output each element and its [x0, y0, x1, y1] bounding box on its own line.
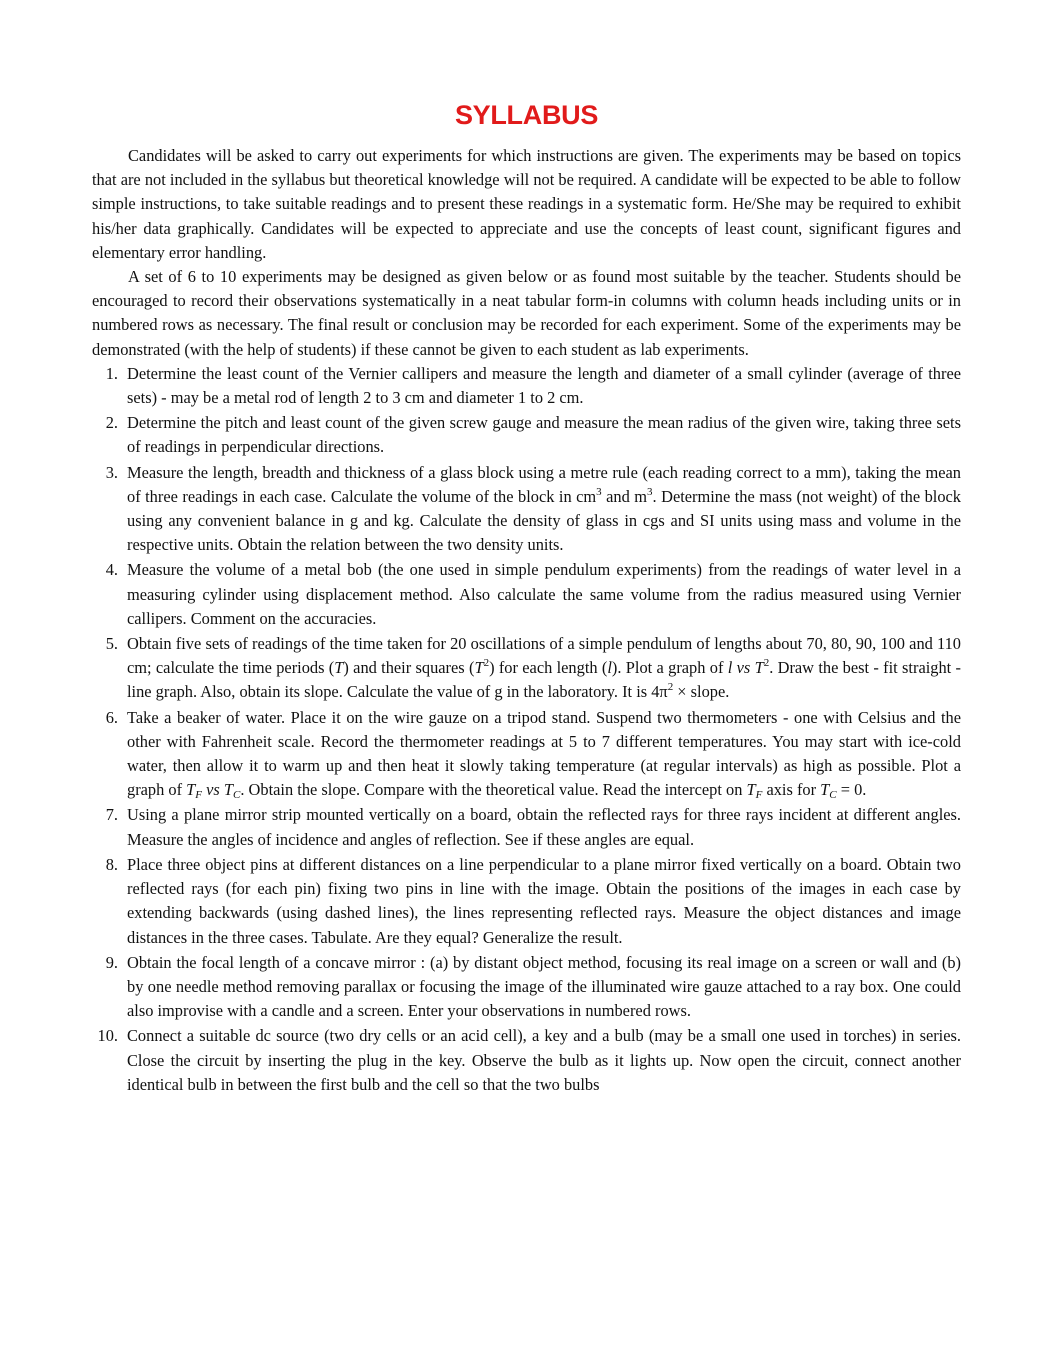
experiment-item-5: [92, 632, 961, 705]
item-text: Take a beaker of water. Place it on the wire gauze on a tripod stand. Suspend two thermometers - one with Celsius and the other with Fahrenheit scale. Record the thermometer readings at 5 to 7 different temperatures. You may start with ice-cold water, then allow it to warm up and then heat it slowly taking temperature (at regular intervals) as high as possible. Plot a graph of $T_F$ vs $T_C$. Obtain the slope. Compare with the theoretical value. Read the intercept on $T_F$ axis for $T_C = 0$.: [127, 707, 961, 802]
experiment-item-8: [92, 853, 961, 950]
experiment-item-6: [92, 706, 961, 803]
item-text: Determine the least count of the Vernier callipers and measure the length and diameter of a small cylinder (average of three sets) - may be a metal rod of length 2 to 3 cm and diameter 1 to 2 cm.: [127, 363, 961, 408]
item-text: Obtain the focal length of a concave mirror : (a) by distant object method, focusing its real image on a screen or wall and (b) by one needle method removing parallax or focusing the image of the illuminated wire gauze attached to a ray box. One could also improvise with a candle and a screen. Enter your observations in numbered rows.: [127, 952, 961, 1021]
intro-paragraph-2: A set of 6 to 10 experiments may be designed as given below or as found most suitable by the teacher. Students should be encouraged to record their observations systematically in a neat tabular form-in columns with column heads including units or in numbered rows as necessary. The final result or conclusion may be recorded for each experiment. Some of the experiments may be demonstrated (with the help of students) if these cannot be given to each student as lab experiments.: [92, 267, 961, 359]
experiment-item-9: [92, 951, 961, 1024]
item-text: Using a plane mirror strip mounted vertically on a board, obtain the reflected rays for three rays incident at different angles. Measure the angles of incidence and angles of reflection. See if these angles are equal.: [127, 805, 961, 849]
item-number: 2.: [105, 413, 118, 433]
item-number: 10.: [97, 1026, 118, 1046]
item-number: 3.: [105, 462, 118, 482]
experiment-item-1: [92, 362, 961, 410]
item-number: 4.: [105, 560, 118, 580]
intro-paragraph-1: Candidates will be asked to carry out experiments for which instructions are given. The experiments may be based on topics that are not included in the syllabus but theoretical knowledge will not be required. A candidate will be expected to be able to follow simple instructions, to take suitable readings and to present these readings in a systematic form. He/She may be required to exhibit his/her data graphically. Candidates will be expected to appreciate and use the concepts of least count, significant figures and elementary error handling.: [92, 146, 961, 262]
item-text: Determine the pitch and least count of the given screw gauge and measure the mean radius of the given wire, taking three sets of readings in perpendicular directions.: [127, 413, 961, 457]
item-number: 1.: [105, 363, 118, 383]
experiment-item-2: [92, 411, 961, 459]
item-text: Measure the length, breadth and thickness of a glass block using a metre rule (each reading correct to a mm), taking the mean of three readings in each case. Calculate the volume of the block in $cm^3$ and $m^3$. Determine the mass (not weight) of the block using any convenient balance in g and kg. Calculate the density of glass in cgs and SI units using mass and volume in the respective units. Obtain the relation between the two density units.: [127, 462, 961, 555]
item-text: Connect a suitable dc source (two dry cells or an acid cell), a key and a bulb (may be a small one used in torches) in series. Close the circuit by inserting the plug in the key. Observe the bulb as it lights up. Now open the circuit, connect another identical bulb in between the first bulb and the cell so that the two bulbs: [127, 1026, 961, 1094]
item-text: Obtain five sets of readings of the time taken for 20 oscillations of a simple pendulum of lengths about 70, 80, 90, 100 and 110 cm; calculate the time periods (T) and their squares $(T^2)$ for each length (l). Plot a graph of l vs $T^2$. Draw the best - fit straight - line graph. Also, obtain its slope. Calculate the value of g in the laboratory. It is $4\pi^2$ × slope.: [127, 634, 961, 702]
experiment-item-10: [92, 1024, 961, 1097]
experiment-item-3: [92, 461, 961, 558]
item-text: Place three object pins at different distances on a line perpendicular to a plane mirror fixed vertically on a board. Obtain two reflected rays (for each pin) fixing two pins in line with the image. Obtain the positions of the images in each case by extending backwards (using dashed lines), the lines representing reflected rays. Measure the object distances and image distances in the three cases. Tabulate. Are they equal? Generalize the result.: [127, 854, 961, 947]
item-text: Measure the volume of a metal bob (the one used in simple pendulum experiments) from the readings of water level in a measuring cylinder using displacement method. Also calculate the same volume from the radius measured using Vernier callipers. Comment on the accuracies.: [127, 560, 961, 628]
experiment-item-7: [92, 803, 961, 851]
item-number: 9.: [105, 952, 118, 972]
experiment-item-4: [92, 558, 961, 631]
item-number: 6.: [105, 707, 118, 727]
item-number: 8.: [105, 854, 118, 874]
item-number: 7.: [105, 805, 118, 825]
page-title: SYLLABUS: [454, 100, 599, 130]
experiment-list: [92, 362, 961, 1097]
item-number: 5.: [105, 634, 118, 654]
syllabus-page: [92, 96, 961, 1098]
